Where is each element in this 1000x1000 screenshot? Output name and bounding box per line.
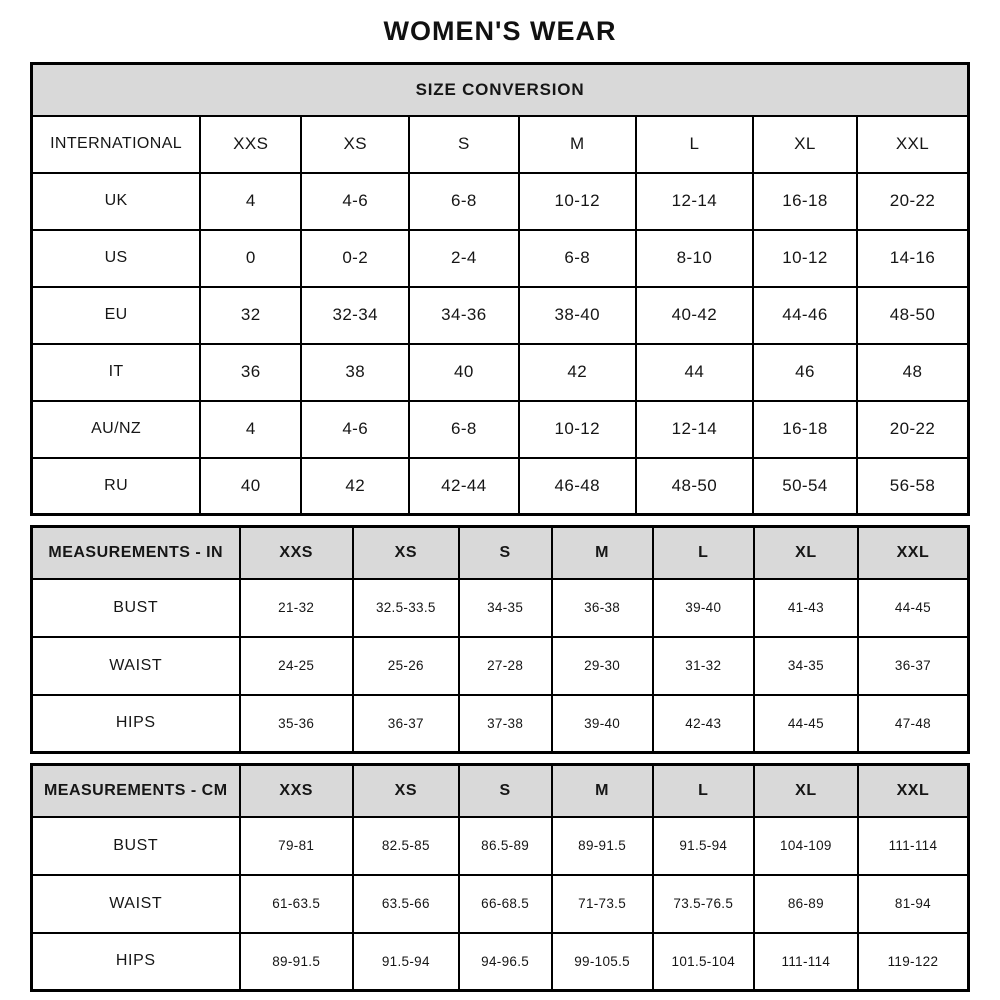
size-column-header: XXS — [240, 765, 353, 817]
table-cell: 0 — [200, 230, 301, 287]
table-cell: 41-43 — [754, 579, 858, 637]
table-cell: 2-4 — [409, 230, 519, 287]
table-cell: 21-32 — [240, 579, 353, 637]
row-label: US — [32, 230, 201, 287]
table-cell: 6-8 — [519, 230, 636, 287]
table-cell: 20-22 — [857, 401, 969, 458]
table-cell: 63.5-66 — [353, 875, 459, 933]
table-cell: 37-38 — [459, 695, 552, 753]
table-cell: 89-91.5 — [552, 817, 653, 875]
table-cell: 4 — [200, 173, 301, 230]
table-cell: 34-35 — [459, 579, 552, 637]
table-cell: 79-81 — [240, 817, 353, 875]
table-cell: 36-37 — [858, 637, 969, 695]
table-row — [32, 579, 969, 637]
table-row — [32, 173, 969, 230]
table-cell: 14-16 — [857, 230, 969, 287]
table-cell: 66-68.5 — [459, 875, 552, 933]
table-cell: 20-22 — [857, 173, 969, 230]
table-cell: 32 — [200, 287, 301, 344]
table-cell: 89-91.5 — [240, 933, 353, 991]
table-cell: 94-96.5 — [459, 933, 552, 991]
table-cell: 31-32 — [653, 637, 754, 695]
table-cell: 24-25 — [240, 637, 353, 695]
table-cell: 42-43 — [653, 695, 754, 753]
table-cell: 101.5-104 — [653, 933, 754, 991]
table-cell: 4 — [200, 401, 301, 458]
table-row — [32, 116, 969, 173]
table-cell: 56-58 — [857, 458, 969, 515]
table-cell: 39-40 — [552, 695, 653, 753]
table-cell: L — [636, 116, 753, 173]
table-cell: 8-10 — [636, 230, 753, 287]
table-cell: 119-122 — [858, 933, 969, 991]
table-cell: 46-48 — [519, 458, 636, 515]
table-cell: 111-114 — [754, 933, 858, 991]
table-cell: 16-18 — [753, 401, 857, 458]
table-cell: 42 — [301, 458, 409, 515]
page-title: WOMEN'S WEAR — [383, 16, 617, 46]
table-cell: 99-105.5 — [552, 933, 653, 991]
table-cell: 38 — [301, 344, 409, 401]
table-cell: XS — [301, 116, 409, 173]
table-cell: 47-48 — [858, 695, 969, 753]
table-cell: 44-45 — [858, 579, 969, 637]
table-cell: 61-63.5 — [240, 875, 353, 933]
size-column-header: S — [459, 765, 552, 817]
size-column-header: XXL — [858, 527, 969, 579]
size-column-header: L — [653, 765, 754, 817]
table-cell: 48-50 — [857, 287, 969, 344]
size-column-header: XL — [754, 527, 858, 579]
table-cell: 46 — [753, 344, 857, 401]
table-cell: 73.5-76.5 — [653, 875, 754, 933]
table-row — [32, 230, 969, 287]
table-cell: 44 — [636, 344, 753, 401]
row-label: RU — [32, 458, 201, 515]
table-cell: 34-35 — [754, 637, 858, 695]
table-cell: 6-8 — [409, 173, 519, 230]
row-label: HIPS — [32, 933, 240, 991]
table-cell: 6-8 — [409, 401, 519, 458]
row-label: EU — [32, 287, 201, 344]
table-cell: 86-89 — [754, 875, 858, 933]
table-cell: 4-6 — [301, 173, 409, 230]
table-cell: 42 — [519, 344, 636, 401]
size-column-header: M — [552, 765, 653, 817]
table-cell: 32-34 — [301, 287, 409, 344]
measurements-cm-title: MEASUREMENTS - CM — [32, 765, 240, 817]
measurements-in-table — [30, 525, 970, 754]
table-cell: 82.5-85 — [353, 817, 459, 875]
table-cell: 40-42 — [636, 287, 753, 344]
table-header-row — [32, 765, 969, 817]
table-cell: M — [519, 116, 636, 173]
row-label: UK — [32, 173, 201, 230]
measurements-in-title: MEASUREMENTS - IN — [32, 527, 240, 579]
row-label: WAIST — [32, 637, 240, 695]
table-cell: XXL — [857, 116, 969, 173]
size-column-header: L — [653, 527, 754, 579]
table-cell: 44-45 — [754, 695, 858, 753]
row-label: BUST — [32, 579, 240, 637]
measurements-in-body — [32, 579, 969, 753]
table-cell: 36-37 — [353, 695, 459, 753]
table-cell: 86.5-89 — [459, 817, 552, 875]
table-cell: 32.5-33.5 — [353, 579, 459, 637]
table-header-row — [32, 527, 969, 579]
size-column-header: XL — [754, 765, 858, 817]
table-cell: 40 — [200, 458, 301, 515]
table-cell: 44-46 — [753, 287, 857, 344]
table-cell: 39-40 — [653, 579, 754, 637]
measurements-cm-body — [32, 817, 969, 991]
table-cell: 10-12 — [519, 173, 636, 230]
table-row — [32, 875, 969, 933]
table-cell: 42-44 — [409, 458, 519, 515]
table-cell: 91.5-94 — [653, 817, 754, 875]
table-cell: 36 — [200, 344, 301, 401]
row-label: BUST — [32, 817, 240, 875]
row-label: AU/NZ — [32, 401, 201, 458]
table-row — [32, 817, 969, 875]
table-cell: 25-26 — [353, 637, 459, 695]
table-row — [32, 458, 969, 515]
table-cell: 104-109 — [754, 817, 858, 875]
table-cell: S — [409, 116, 519, 173]
table-cell: 91.5-94 — [353, 933, 459, 991]
table-cell: XL — [753, 116, 857, 173]
table-cell: 48-50 — [636, 458, 753, 515]
table-row — [32, 637, 969, 695]
table-cell: 27-28 — [459, 637, 552, 695]
size-conversion-table — [30, 62, 970, 516]
row-label: INTERNATIONAL — [32, 116, 201, 173]
size-column-header: XXL — [858, 765, 969, 817]
table-cell: 71-73.5 — [552, 875, 653, 933]
size-column-header: S — [459, 527, 552, 579]
table-cell: 0-2 — [301, 230, 409, 287]
table-cell: 12-14 — [636, 401, 753, 458]
table-cell: 29-30 — [552, 637, 653, 695]
row-label: HIPS — [32, 695, 240, 753]
size-column-header: M — [552, 527, 653, 579]
size-column-header: XS — [353, 527, 459, 579]
table-row — [32, 344, 969, 401]
size-conversion-title: SIZE CONVERSION — [32, 64, 969, 116]
table-cell: 40 — [409, 344, 519, 401]
table-cell: 111-114 — [858, 817, 969, 875]
size-column-header: XXS — [240, 527, 353, 579]
table-banner-row — [32, 64, 969, 116]
table-cell: 38-40 — [519, 287, 636, 344]
table-cell: 4-6 — [301, 401, 409, 458]
table-cell: 36-38 — [552, 579, 653, 637]
table-cell: 48 — [857, 344, 969, 401]
table-row — [32, 695, 969, 753]
table-cell: 10-12 — [519, 401, 636, 458]
table-cell: 10-12 — [753, 230, 857, 287]
table-cell: 81-94 — [858, 875, 969, 933]
table-cell: XXS — [200, 116, 301, 173]
table-cell: 34-36 — [409, 287, 519, 344]
table-cell: 16-18 — [753, 173, 857, 230]
size-conversion-body — [32, 116, 969, 515]
table-cell: 50-54 — [753, 458, 857, 515]
table-row — [32, 401, 969, 458]
measurements-cm-table — [30, 763, 970, 992]
table-row — [32, 933, 969, 991]
row-label: WAIST — [32, 875, 240, 933]
table-cell: 12-14 — [636, 173, 753, 230]
size-column-header: XS — [353, 765, 459, 817]
table-row — [32, 287, 969, 344]
table-cell: 35-36 — [240, 695, 353, 753]
row-label: IT — [32, 344, 201, 401]
